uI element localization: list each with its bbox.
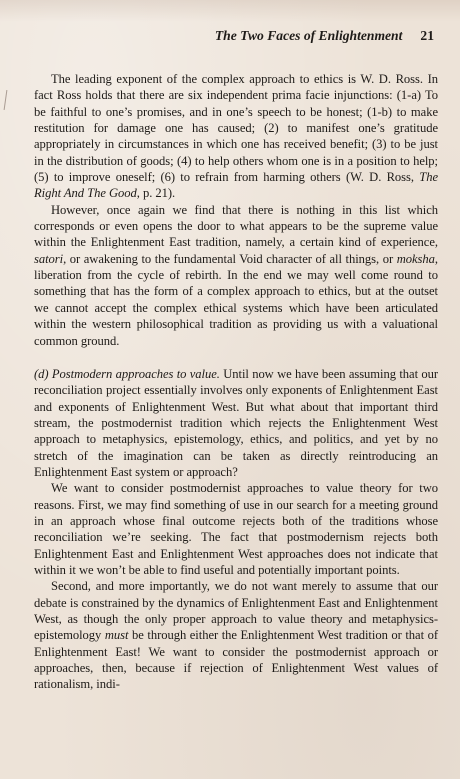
term-italic: moksha xyxy=(396,251,435,266)
paragraph-second-reason xyxy=(34,578,438,692)
show-through-bleed xyxy=(0,0,460,22)
paragraph-text: Until now we have been assuming that our reconciliation project essentially involves only exponents of Enlightenment East and exponents of Enlightenment West. But what about that important third stream, the postmodernist tradition which rejects the Enlightenment West approach to metaphysics, epistemology, ethics, and politics, and yet by no stretch of the imagination can be taken as directly reintroducing an Enlightenment East system or approach? xyxy=(34,366,438,479)
paragraph-text: , p. 21). xyxy=(136,186,176,201)
paragraph-text: be through either the Enlightenment West tradition or that of Enlightenment East! We want to consider the postmodernist approach or approaches, then, because if rejection of Enlightenment West values of rationalism, indi- xyxy=(34,628,439,692)
section-heading-italic: (d) Postmodern approaches to value. xyxy=(34,366,220,381)
paragraph-text: We want to consider postmodernist approaches to value theory for two reasons. First, we may find something of use in our search for a meeting ground in an approach whose final outcome rejects both of the traditions whose reconciliation we’re seeking. The fact that postmodernism rejects both Enlightenment East and Enlightenment West approaches does not indicate that within it we won’t be able to find useful and potentially important points. xyxy=(34,481,438,577)
margin-pencil-mark xyxy=(4,90,8,110)
term-italic: satori xyxy=(34,251,64,266)
paragraph-text: Second, and more importantly, we do not want merely to assume that our debate is constrained by the dynamics of Enlightenment East and Enlightenment West, as though the only proper approach to value theory and metaphysics-epistemology xyxy=(34,579,438,643)
emphasis-italic: must xyxy=(104,628,129,643)
paragraph-two-reasons xyxy=(34,480,438,578)
running-head xyxy=(34,28,438,44)
page-number: 21 xyxy=(420,28,434,43)
paragraph-ross xyxy=(34,71,438,202)
paragraph-text: However, once again we find that there is nothing in this list which corresponds or even opens the door to what appears to be the supreme value within the Enlightenment East tradition, namely, a certain kind of experience, xyxy=(34,202,438,250)
running-title: The Two Faces of Enlightenment xyxy=(214,28,403,43)
paragraph-supreme-value xyxy=(34,202,438,349)
paragraph-postmodern-heading xyxy=(34,366,438,480)
paragraph-text: The leading exponent of the complex approach to ethics is W. D. Ross. In fact Ross holds that there are six independent prima facie injunctions: (1-a) To be faithful to one’s promises, and in one’s speech to be honest; (1-b) to make restitution for damage one has caused; (2) to manifest one’s gratitude appropriately in circumstances in which one has received benefit; (3) to be just in the distribution of goods; (4) to help others whom one is in a position to help; (5) to improve oneself; (6) to refrain from harming others (W. D. Ross, xyxy=(34,72,438,185)
paragraph-text: , or awakening to the fundamental Void character of all things, or xyxy=(63,251,397,266)
paragraph-text: , liberation from the cycle of rebirth. In the end we may well come round to something that has the form of a complex approach to ethics, but at the outset we cannot accept the complex ethical systems which have been articulated within the western philosophical tradition as providing us with a valuational common ground. xyxy=(34,251,438,348)
book-title-italic: The Right And The Good xyxy=(34,170,438,201)
section-gap xyxy=(34,349,438,366)
